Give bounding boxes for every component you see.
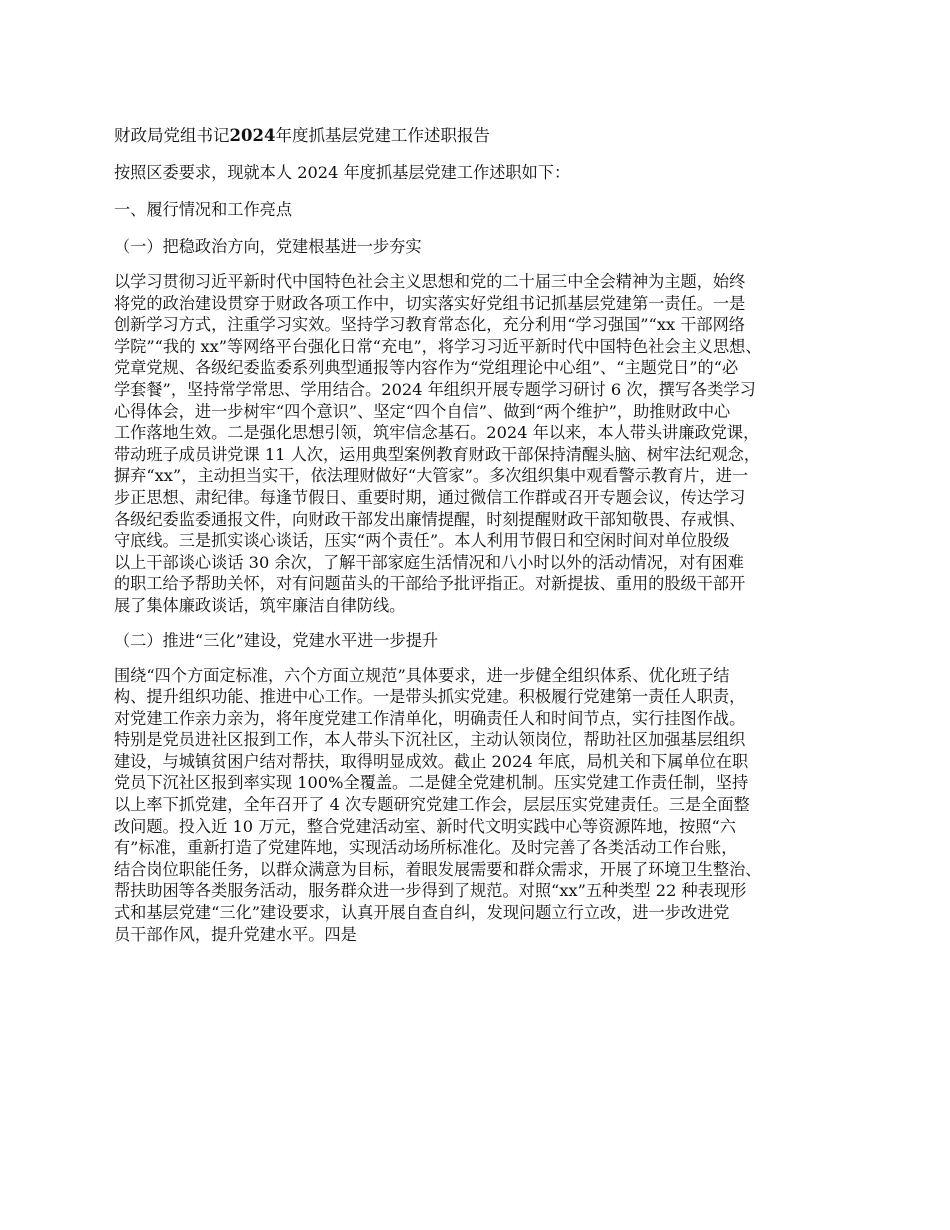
paragraph-line: 带动班子成员讲党课 11 人次，运用典型案例教育财政干部保持清醒头脑、树牢法纪观念，	[114, 444, 761, 464]
paragraph-line: 结合岗位职能任务，以群众满意为目标，着眼发展需要和群众需求，开展了环境卫生整治、	[114, 859, 762, 879]
paragraph-line: 心得体会，进一步树牢“四个意识”、坚定“四个自信”、做到“两个维护”，助推财政中心	[114, 401, 731, 421]
paragraph-line: 守底线。三是抓实谈心谈话，压实“两个责任”。本人利用节假日和空闲时间对单位股级	[114, 531, 730, 551]
paragraph-line: 构、提升组织功能、推进中心工作。一是带头抓实党建。积极履行党建第一责任人职责，	[114, 687, 746, 707]
paragraph-line: 学院”“我的 xx”等网络平台强化日常“充电”，将学习习近平新时代中国特色社会主义思想、	[114, 336, 762, 356]
paragraph-line: 以上干部谈心谈话 30 余次，了解干部家庭生活情况和八小时以外的活动情况，对有困难	[114, 552, 744, 572]
paragraph-line: 对党建工作亲力亲为，将年度党建工作清单化，明确责任人和时间节点，实行挂图作战。	[114, 708, 746, 728]
paragraph-line: 党章党规、各级纪委监委系列典型通报等内容作为“党组理论中心组”、“主题党日”的“必	[114, 358, 739, 378]
paragraph-line: 建设，与城镇贫困户结对帮扶，取得明显成效。截止 2024 年底，局机关和下属单位在职	[114, 751, 749, 771]
paragraph-line: 工作落地生效。二是强化思想引领，筑牢信念基石。2024 年以来，本人带头讲廉政党课，	[114, 423, 760, 443]
paragraph-2	[114, 665, 854, 946]
paragraph-line: 党员下沉社区报到率实现 100%全覆盖。二是健全党建机制。压实党建工作责任制，坚持	[114, 773, 749, 793]
paragraph-line: 以上率下抓党建，全年召开了 4 次专题研究党建工作会，层层压实党建责任。三是全面整	[114, 795, 750, 815]
subsection-heading-1: （一）把稳政治方向，党建根基进一步夯实	[114, 237, 422, 256]
paragraph-line: 摒弃“xx”，主动担当实干，依法理财做好“大管家”。多次组织集中观看警示教育片，进一	[114, 466, 749, 486]
paragraph-line: 将党的政治建设贯穿于财政各项工作中，切实落实好党组书记抓基层党建第一责任。一是	[114, 293, 746, 313]
paragraph-line: 改问题。投入近 10 万元，整合党建活动室、新时代文明实践中心等资源阵地，按照“六	[114, 816, 736, 836]
title-suffix: 年度抓基层党建工作述职报告	[275, 126, 490, 145]
paragraph-line: 有”标准，重新打造了党建阵地，实现活动场所标准化。及时完善了各类活动工作台账，	[114, 838, 738, 858]
paragraph-line: 围绕“四个方面定标准，六个方面立规范”具体要求，进一步健全组织体系、优化班子结	[114, 665, 730, 685]
title-prefix: 财政局党组书记	[114, 126, 230, 145]
subsection-heading-2: （二）推进“三化”建设，党建水平进一步提升	[114, 630, 439, 650]
paragraph-line: 帮扶助困等各类服务活动，服务群众进一步得到了规范。对照“xx”五种类型 22 种表现形	[114, 881, 747, 901]
paragraph-line: 员干部作风，提升党建水平。四是	[114, 924, 357, 944]
title-year: 2024	[229, 126, 276, 145]
paragraph-line: 以学习贯彻习近平新时代中国特色社会主义思想和党的二十届三中全会精神为主题，始终	[114, 272, 746, 291]
paragraph-line: 的职工给予帮助关怀，对有问题苗头的干部给予批评指正。对新提拔、重用的股级干部开	[114, 574, 746, 594]
paragraph-line: 步正思想、肃纪律。每逢节假日、重要时期，通过微信工作群或召开专题会议，传达学习	[114, 487, 746, 507]
paragraph-line: 学套餐”，坚持常学常思、学用结合。2024 年组织开展专题学习研讨 6 次，撰写各类学习	[114, 379, 756, 399]
paragraph-line: 各级纪委监委通报文件，向财政干部发出廉情提醒，时刻提醒财政干部知敬畏、存戒惧、	[114, 509, 746, 529]
paragraph-1	[114, 271, 854, 617]
paragraph-line: 式和基层党建“三化”建设要求，认真开展自查自纠，发现问题立行立改，进一步改进党	[114, 903, 730, 923]
section-heading: 一、履行情况和工作亮点	[114, 200, 293, 219]
document-title	[114, 124, 854, 148]
document-page	[114, 124, 854, 957]
paragraph-line: 展了集体廉政谈话，筑牢廉洁自律防线。	[114, 595, 406, 615]
paragraph-line: 创新学习方式，注重学习实效。坚持学习教育常态化，充分利用“学习强国”“xx 干部网络	[114, 315, 745, 335]
paragraph-line: 特别是党员进社区报到工作，本人带头下沉社区，主动认领岗位，帮助社区加强基层组织	[114, 730, 746, 750]
intro-paragraph: 按照区委要求，现就本人 2024 年度抓基层党建工作述职如下：	[114, 163, 571, 182]
